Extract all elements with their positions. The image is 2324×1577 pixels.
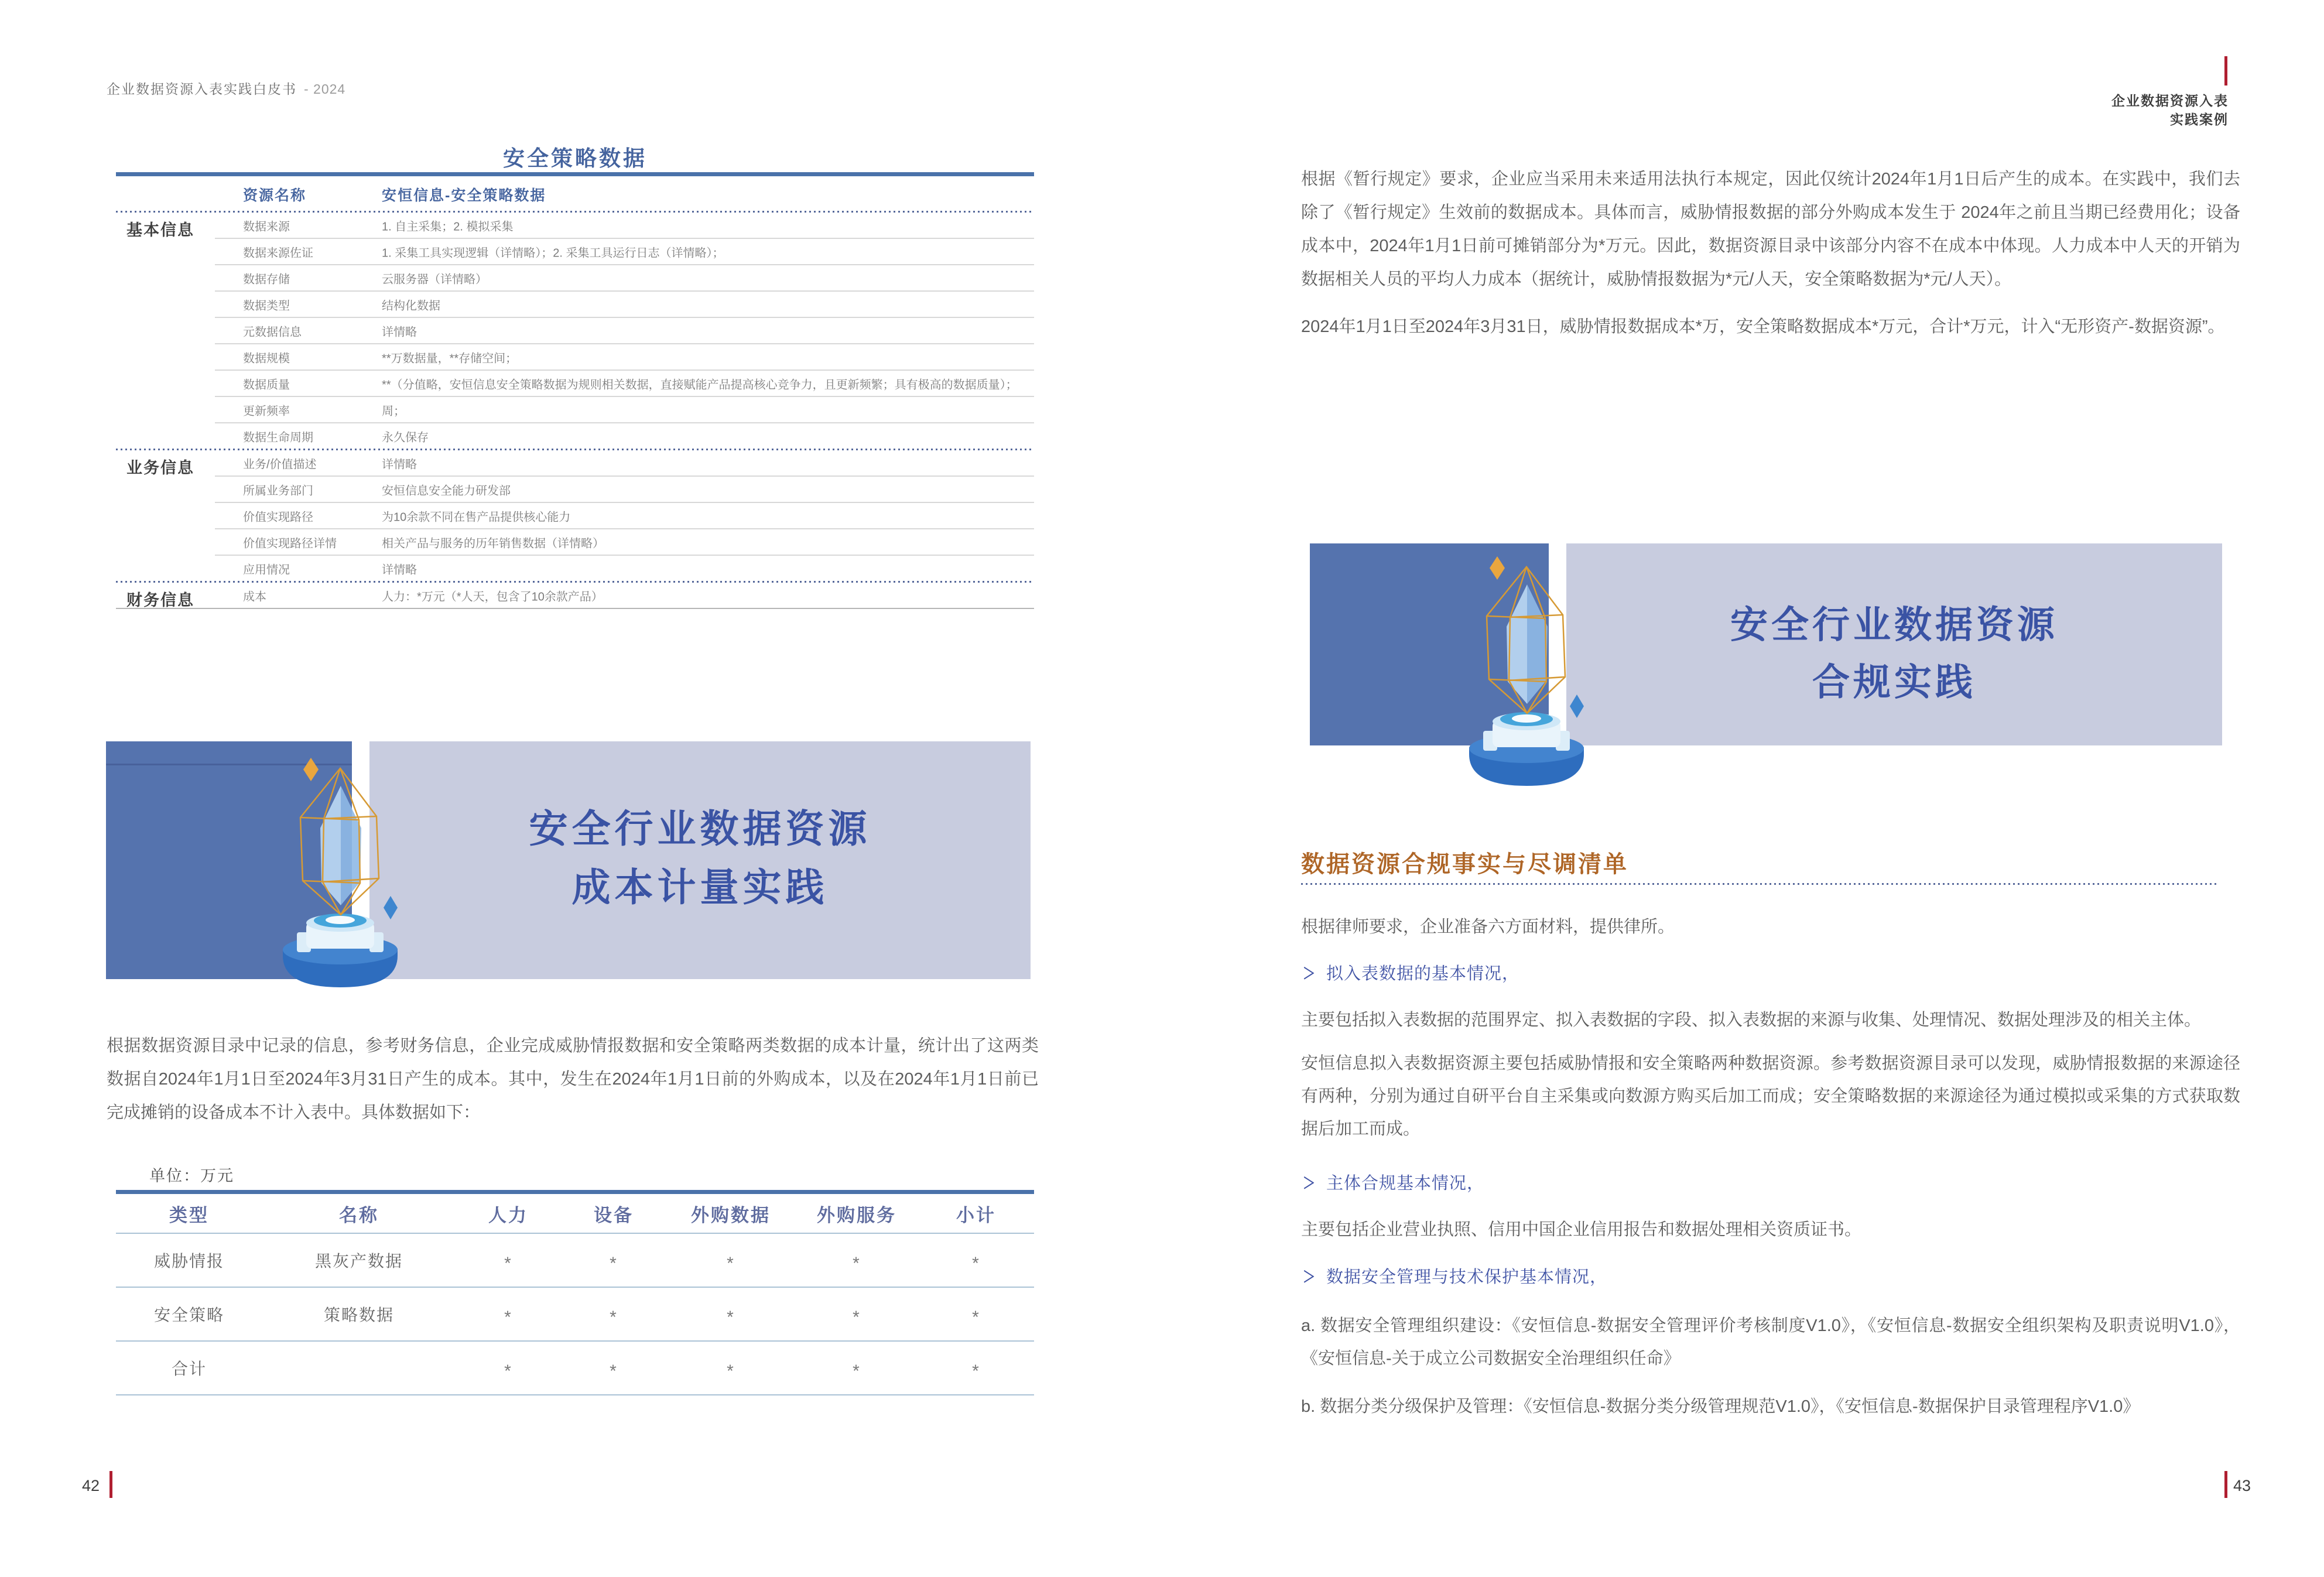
row-field: 数据来源佐证 <box>243 247 313 259</box>
table-row <box>215 529 1034 556</box>
cost-table-unit-label: 单位：万元 <box>149 1167 234 1185</box>
table-row <box>215 477 1034 503</box>
running-header-title: 企业数据资源入表实践白皮书 <box>107 81 297 97</box>
bullet3-body-a: a. 数据安全管理组织建设：《安恒信息-数据安全管理评价考核制度V1.0》，《安恒信息-数据安全组织架构及职责说明V1.0》，《安恒信息-关于成立公司数据安全治理组织任命》 <box>1301 1316 2240 1368</box>
row-value: 详情略 <box>382 326 417 338</box>
row-value: 周； <box>382 405 405 418</box>
chevron-right-icon: ＞ <box>1302 965 1316 983</box>
table-row <box>215 344 1034 371</box>
table-row <box>215 213 1034 239</box>
group-label: 基本信息 <box>126 221 194 239</box>
cell-value: * <box>853 1254 861 1273</box>
page-number-right: 43 <box>2233 1477 2251 1494</box>
compliance-banner <box>1310 543 2222 745</box>
page-number-left: 42 <box>82 1477 100 1494</box>
col-header: 人力 <box>488 1205 528 1226</box>
col-header: 外购服务 <box>817 1205 896 1226</box>
row-field: 所属业务部门 <box>243 484 313 497</box>
row-field: 成本 <box>243 590 266 603</box>
row-value: 为10余款不同在售产品提供核心能力 <box>382 511 571 524</box>
cell-type: 威胁情报 <box>153 1252 224 1270</box>
row-value: 人力：*万元（*人天，包含了10余款产品） <box>382 590 603 603</box>
catalog-header-row <box>116 184 1034 207</box>
cell-value: * <box>972 1254 980 1273</box>
cost-paragraph: 根据数据资源目录中记录的信息，参考财务信息，企业完成威胁情报数据和安全策略两类数据的成本计量，统计出了这两类数据自2024年1月1日至2024年3月31日产生的成本。其中，发生在2024年1月1日前的外购成本，以及在2024年1月1日前已完成摊销的设备成本不计入表中。具体数据如下： <box>107 1036 1039 1122</box>
col-header: 设备 <box>594 1205 634 1226</box>
row-field: 数据类型 <box>243 299 290 312</box>
cell-value: * <box>610 1362 618 1381</box>
cell-value: * <box>972 1362 980 1381</box>
row-value: 详情略 <box>382 458 417 471</box>
row-value: 1. 采集工具实现逻辑（详情略）；2. 采集工具运行日志（详情略）； <box>382 247 724 259</box>
corner-header <box>1994 91 2229 129</box>
row-field: 数据来源 <box>243 220 290 233</box>
cell-value: * <box>504 1308 512 1327</box>
table-row <box>215 318 1034 344</box>
catalog-header-value: 安恒信息-安全策略数据 <box>382 187 546 204</box>
row-field: 价值实现路径 <box>243 511 313 524</box>
page-number-accent-bar <box>2224 1471 2227 1498</box>
cost-table-header <box>116 1194 1034 1234</box>
bullet-label: 数据安全管理与技术保护基本情况， <box>1326 1268 1608 1287</box>
security-policy-catalog-table <box>116 141 1034 609</box>
bullet3-body-b: b. 数据分类分级保护及管理：《安恒信息-数据分类分级管理规范V1.0》，《安恒信息-数据保护目录管理程序V1.0》 <box>1301 1397 2140 1416</box>
col-header: 类型 <box>169 1205 209 1226</box>
catalog-groups <box>116 213 1034 609</box>
banner-title-line2: 合规实践 <box>1812 661 1976 703</box>
row-value: 详情略 <box>382 563 417 576</box>
cost-total-paragraph: 2024年1月1日至2024年3月31日，威胁情报数据成本*万，安全策略数据成本*万元，合计*万元，计入“无形资产-数据资源”。 <box>1301 317 2225 336</box>
catalog-group-finance <box>116 583 1034 608</box>
bullet-label: 拟入表数据的基本情况， <box>1326 964 1520 983</box>
col-header: 名称 <box>339 1205 379 1226</box>
cell-value: * <box>727 1254 735 1273</box>
cell-type: 安全策略 <box>153 1306 224 1324</box>
table-row <box>215 450 1034 477</box>
table-row <box>215 239 1034 265</box>
running-header <box>107 78 345 98</box>
col-header: 外购数据 <box>691 1205 771 1226</box>
row-field: 数据生命周期 <box>243 431 313 444</box>
catalog-group-basic <box>116 213 1034 449</box>
running-header-year: - 2024 <box>304 81 346 97</box>
col-header: 小计 <box>956 1205 996 1226</box>
row-value: 1. 自主采集；2. 模拟采集 <box>382 220 514 233</box>
bullet-item-3 <box>1301 1264 1607 1288</box>
bullet-item-2 <box>1301 1170 1484 1194</box>
row-value: 永久保存 <box>382 431 429 444</box>
group-label: 业务信息 <box>126 459 194 477</box>
row-value: **（分值略，安恒信息安全策略数据为规则相关数据，直接赋能产品提高核心竞争力，且更新频繁；具有极高的数据质量）； <box>382 378 1018 391</box>
table-top-rule <box>116 1190 1034 1194</box>
corner-header-line1: 企业数据资源入表 <box>2111 93 2229 108</box>
table-row <box>116 1288 1034 1342</box>
row-field: 价值实现路径详情 <box>243 537 337 550</box>
table-row <box>215 265 1034 292</box>
catalog-header-label: 资源名称 <box>243 187 307 204</box>
row-value: 云服务器（详情略） <box>382 273 487 286</box>
banner-title-line1: 安全行业数据资源 <box>529 807 871 850</box>
crystal-gem-icon <box>1427 556 1626 791</box>
banner-title-line1: 安全行业数据资源 <box>1730 604 2058 646</box>
table-row <box>116 1234 1034 1288</box>
row-field: 应用情况 <box>243 563 290 576</box>
cell-value: * <box>853 1308 861 1327</box>
table-row <box>215 371 1034 397</box>
bullet2-body: 主要包括企业营业执照、信用中国企业信用报告和数据处理相关资质证书。 <box>1301 1220 1862 1239</box>
bullet-label: 主体合规基本情况， <box>1326 1174 1485 1193</box>
chevron-right-icon: ＞ <box>1302 1175 1316 1192</box>
table-row <box>215 556 1034 581</box>
page-number-accent-bar <box>109 1471 112 1498</box>
bullet1-body1: 主要包括拟入表数据的范围界定、拟入表数据的字段、拟入表数据的来源与收集、处理情况、数据处理涉及的相关主体。 <box>1301 1011 2202 1029</box>
banner-title-line2: 成本计量实践 <box>571 866 829 909</box>
table-bottom-rule <box>116 608 1034 609</box>
cost-measurement-banner <box>106 741 1031 979</box>
table-row <box>215 583 1034 608</box>
table-row-total <box>116 1342 1034 1395</box>
catalog-table-title: 安全策略数据 <box>503 146 647 170</box>
corner-header-line2: 实践案例 <box>2170 112 2229 127</box>
table-row <box>215 292 1034 318</box>
cell-value: * <box>727 1308 735 1327</box>
table-row <box>215 397 1034 423</box>
cell-value: * <box>972 1308 980 1327</box>
table-row <box>215 423 1034 449</box>
crystal-gem-icon <box>241 758 440 992</box>
row-value: 相关产品与服务的历年销售数据（详情略） <box>382 537 604 550</box>
cell-value: * <box>853 1362 861 1381</box>
section-heading: 数据资源合规事实与尽调清单 <box>1301 851 1628 877</box>
row-value: 安恒信息安全能力研发部 <box>382 484 511 497</box>
group-label: 财务信息 <box>126 591 194 609</box>
table-row <box>215 503 1034 529</box>
row-field: 数据存储 <box>243 273 290 286</box>
cell-name: 策略数据 <box>323 1306 394 1324</box>
cell-value: * <box>610 1254 618 1273</box>
row-field: 元数据信息 <box>243 326 302 338</box>
row-value: 结构化数据 <box>382 299 440 312</box>
chevron-right-icon: ＞ <box>1302 1268 1316 1286</box>
cell-value: * <box>504 1254 512 1273</box>
catalog-group-business <box>116 450 1034 581</box>
cell-value: * <box>504 1362 512 1381</box>
cost-table <box>116 1190 1034 1395</box>
section-intro: 根据律师要求，企业准备六方面材料，提供律所。 <box>1301 918 1675 936</box>
row-field: 数据规模 <box>243 352 290 365</box>
cell-value: * <box>610 1308 618 1327</box>
row-value: **万数据量，**存储空间； <box>382 352 518 365</box>
bullet1-body2: 安恒信息拟入表数据资源主要包括威胁情报和安全策略两种数据资源。参考数据资源目录可以发现，威胁情报数据的来源途径有两种，分别为通过自研平台自主采集或向数源方购买后加工而成；安全策略数据的来源途径为通过模拟或采集的方式获取数据后加工而成。 <box>1301 1054 2240 1138</box>
bullet-item-1 <box>1301 960 1519 984</box>
table-top-rule <box>116 172 1034 176</box>
row-field: 业务/价值描述 <box>243 458 317 471</box>
dotted-divider <box>1301 883 2218 885</box>
cell-value: * <box>727 1362 735 1381</box>
row-field: 更新频率 <box>243 405 290 418</box>
cell-name: 黑灰产数据 <box>314 1252 403 1270</box>
regulation-paragraph: 根据《暂行规定》要求，企业应当采用未来适用法执行本规定，因此仅统计2024年1月1日后产生的成本。在实践中，我们去除了《暂行规定》生效前的数据成本。具体而言，威胁情报数据的部分外购成本发生于 2024年之前且当期已经费用化；设备成本中，2024年1月1日前可摊销部分为*万元。因此，数据资源目录中该部分内容不在成本中体现。人力成本中人天的开销为数据相关人员的平均人力成本（据统计，威胁情报数据为*元/人天，安全策略数据为*元/人天）。 <box>1301 170 2240 289</box>
cell-type: 合计 <box>171 1360 207 1378</box>
row-field: 数据质量 <box>243 378 290 391</box>
corner-accent-bar <box>2224 56 2227 85</box>
